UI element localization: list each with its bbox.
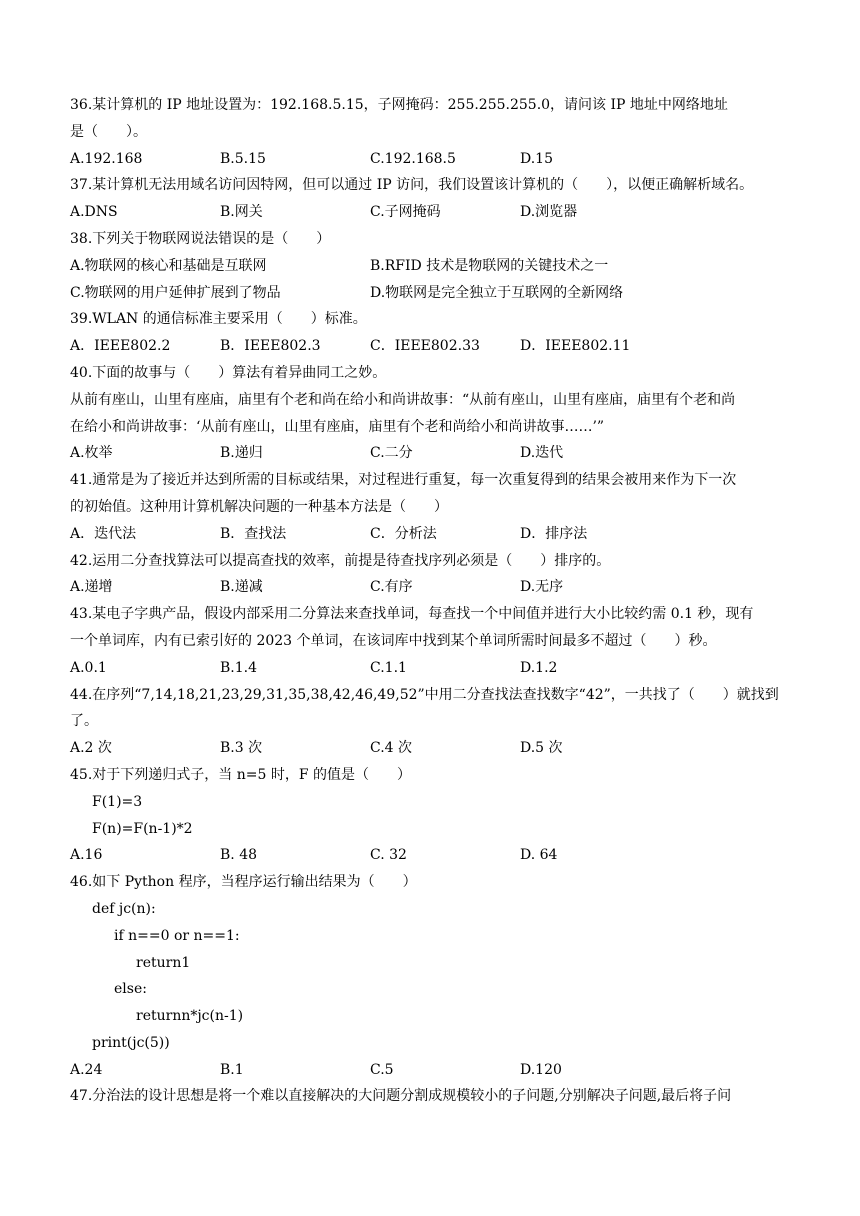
question-40 xyxy=(70,363,830,470)
option-a: A.枚举 xyxy=(70,445,113,462)
option-a: A.DNS xyxy=(70,204,118,221)
option-b: B.3 次 xyxy=(220,740,263,757)
option-d: D.无序 xyxy=(520,579,564,596)
question-stem: 40.下面的故事与（ ）算法有着异曲同工之妙。 xyxy=(70,364,387,381)
option-d: D．IEEE802.11 xyxy=(520,338,631,355)
question-37 xyxy=(70,175,830,229)
option-d: D．排序法 xyxy=(520,525,588,542)
code-line: else: xyxy=(114,981,147,998)
option-row xyxy=(70,443,830,470)
option-b: B．查找法 xyxy=(220,525,287,542)
question-stem: 38.下列关于物联网说法错误的是（ ） xyxy=(70,230,331,247)
option-a: A.物联网的核心和基础是互联网 xyxy=(70,257,267,274)
option-d: D.1.2 xyxy=(520,659,558,676)
question-stem: 一个单词库，内有已索引好的 2023 个单词，在该词库中找到某个单词所需时间最多不超过（ ）秒。 xyxy=(70,632,717,649)
question-stem: 43.某电子字典产品，假设内部采用二分算法来查找单词，每查找一个中间值并进行大小比较约需 0.1 秒，现有 xyxy=(70,606,754,623)
option-a: A.24 xyxy=(70,1061,103,1078)
option-a: A．迭代法 xyxy=(70,525,137,542)
question-47 xyxy=(70,1086,830,1113)
option-b: B.1 xyxy=(220,1061,244,1078)
question-43 xyxy=(70,604,830,684)
option-c: C.有序 xyxy=(370,579,413,596)
question-stem: 44.在序列“7,14,18,21,23,29,31,35,38,42,46,49,52”中用二分查找法查找数字“42”，一共找了（ ）就找到 xyxy=(70,686,779,703)
question-38 xyxy=(70,229,830,309)
question-stem: 45.对于下列递归式子，当 n=5 时，F 的值是（ ） xyxy=(70,766,411,783)
option-row xyxy=(70,336,830,363)
option-row xyxy=(70,256,830,283)
code-line: returnn*jc(n-1) xyxy=(136,1008,244,1025)
option-c: C.5 xyxy=(370,1061,394,1078)
code-line: F(1)=3 xyxy=(92,793,143,810)
option-a: A.0.1 xyxy=(70,659,107,676)
code-line: print(jc(5)) xyxy=(92,1034,170,1051)
option-c: C．分析法 xyxy=(370,525,437,542)
option-b: B.RFID 技术是物联网的关键技术之一 xyxy=(370,257,609,274)
option-d: D.浏览器 xyxy=(520,204,578,221)
question-stem: 37.某计算机无法用域名访问因特网，但可以通过 IP 访问，我们设置该计算机的（ ），以便正确解析域名。 xyxy=(70,177,754,194)
option-row xyxy=(70,149,830,176)
option-row xyxy=(70,658,830,685)
question-stem: 47.分治法的设计思想是将一个难以直接解决的大问题分割成规模较小的子问题,分别解决子问题,最后将子问 xyxy=(70,1088,732,1105)
option-d: D.5 次 xyxy=(520,740,563,757)
option-a: A.192.168 xyxy=(70,150,143,167)
option-c: C．IEEE802.33 xyxy=(370,338,480,355)
option-c: C.物联网的用户延伸扩展到了物品 xyxy=(70,284,281,301)
option-c: C.192.168.5 xyxy=(370,150,456,167)
option-row xyxy=(70,845,830,872)
question-45 xyxy=(70,765,830,872)
question-36 xyxy=(70,95,830,175)
option-c: C.二分 xyxy=(370,445,413,462)
option-b: B．IEEE802.3 xyxy=(220,338,321,355)
option-b: B.1.4 xyxy=(220,659,258,676)
option-b: B.网关 xyxy=(220,204,263,221)
option-d: D.迭代 xyxy=(520,445,564,462)
option-row xyxy=(70,738,830,765)
question-stem: 41.通常是为了接近并达到所需的目标或结果，对过程进行重复，每一次重复得到的结果会被用来作为下一次 xyxy=(70,472,737,489)
option-c: C.1.1 xyxy=(370,659,407,676)
question-44 xyxy=(70,685,830,765)
option-row xyxy=(70,202,830,229)
code-line: F(n)=F(n-1)*2 xyxy=(92,820,193,837)
code-line: def jc(n): xyxy=(92,900,156,917)
option-row xyxy=(70,577,830,604)
option-b: B.5.15 xyxy=(220,150,266,167)
option-d: D. 64 xyxy=(520,847,558,864)
question-stem: 在给小和尚讲故事：‘从前有座山，山里有座庙，庙里有个老和尚给小和尚讲故事……’” xyxy=(70,418,605,435)
option-d: D.物联网是完全独立于互联网的全新网络 xyxy=(370,284,624,301)
question-stem: 从前有座山，山里有座庙，庙里有个老和尚在给小和尚讲故事：“从前有座山，山里有座庙，庙里有个老和尚 xyxy=(70,391,736,408)
option-a: A.递增 xyxy=(70,579,113,596)
option-c: C.4 次 xyxy=(370,740,413,757)
question-stem: 36.某计算机的 IP 地址设置为：192.168.5.15，子网掩码：255.255.255.0，请问该 IP 地址中网络地址 xyxy=(70,97,728,113)
option-row xyxy=(70,1060,830,1087)
option-d: D.15 xyxy=(520,150,553,167)
question-stem: 的初始值。这种用计算机解决问题的一种基本方法是（ ） xyxy=(70,498,448,515)
option-b: B. 48 xyxy=(220,847,258,864)
option-row xyxy=(70,283,830,310)
option-c: C.子网掩码 xyxy=(370,204,441,221)
option-row xyxy=(70,524,830,551)
option-b: B.递归 xyxy=(220,445,263,462)
exam-page xyxy=(70,95,830,1113)
question-46 xyxy=(70,872,830,1086)
question-42 xyxy=(70,551,830,605)
question-stem: 39.WLAN 的通信标准主要采用（ ）标准。 xyxy=(70,311,367,328)
question-stem: 了。 xyxy=(70,713,98,730)
option-a: A．IEEE802.2 xyxy=(70,338,171,355)
question-stem: 是（ ）。 xyxy=(70,123,147,140)
option-b: B.递减 xyxy=(220,579,263,596)
code-line: if n==0 or n==1: xyxy=(114,927,240,944)
option-c: C. 32 xyxy=(370,847,407,864)
question-39 xyxy=(70,309,830,363)
option-a: A.2 次 xyxy=(70,740,112,757)
question-41 xyxy=(70,470,830,550)
question-stem: 42.运用二分查找算法可以提高查找的效率，前提是待查找序列必须是（ ）排序的。 xyxy=(70,552,611,569)
option-d: D.120 xyxy=(520,1061,562,1078)
option-a: A.16 xyxy=(70,847,103,864)
question-stem: 46.如下 Python 程序，当程序运行输出结果为（ ） xyxy=(70,874,417,891)
code-line: return1 xyxy=(136,954,191,971)
